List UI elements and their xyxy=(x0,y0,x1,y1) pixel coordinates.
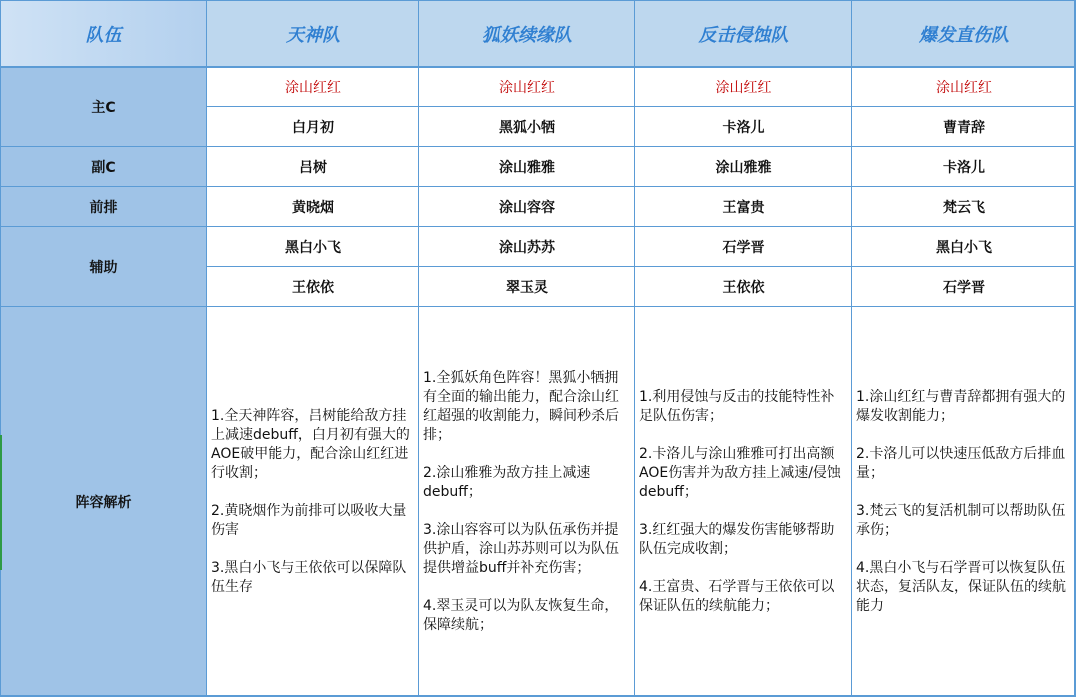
header-team-label: 队伍 xyxy=(0,0,207,67)
sub-c-team-4: 卡洛儿 xyxy=(943,160,985,176)
sub-c-team-1: 吕树 xyxy=(299,160,327,176)
analysis-team-4-point-3: 3.梵云飞的复活机制可以帮助队伍承伤； xyxy=(856,503,1066,538)
analysis-team-1-point-1: 1.全天神阵容，吕树能给敌方挂上减速debuff，白月初有强大的AOE破甲能力，配合涂山红红进行收割； xyxy=(211,408,410,481)
front-team-4: 梵云飞 xyxy=(943,200,985,216)
main-c-1-team-4: 涂山红红 xyxy=(936,80,992,96)
analysis-team-4 xyxy=(852,307,1076,697)
front-team-3: 王富贵 xyxy=(722,200,765,216)
support-2-team-2: 翠玉灵 xyxy=(506,280,548,296)
analysis-team-2-point-2: 2.涂山雅雅为敌方挂上减速debuff； xyxy=(423,465,591,500)
header-team-1: 天神队 xyxy=(207,0,419,67)
grid-line xyxy=(207,106,1076,107)
analysis-team-2-point-4: 4.翠玉灵可以为队友恢复生命，保障续航； xyxy=(423,598,619,633)
analysis-team-3-point-1: 1.利用侵蚀与反击的技能特性补足队伍伤害； xyxy=(639,389,835,424)
grid-line xyxy=(207,266,1076,267)
analysis-team-3-point-4: 4.王富贵、石学晋与王依依可以保证队伍的续航能力； xyxy=(639,579,835,614)
header-team-4: 爆发直伤队 xyxy=(852,0,1076,67)
grid-line xyxy=(634,0,635,697)
support-1-team-1: 黑白小飞 xyxy=(285,240,341,256)
sub-c-team-2: 涂山雅雅 xyxy=(499,160,555,176)
grid-line xyxy=(0,66,1076,68)
analysis-team-4-point-1: 1.涂山红红与曹青辞都拥有强大的爆发收割能力； xyxy=(856,389,1066,424)
main-c-2-team-2: 黑狐小牺 xyxy=(499,120,555,136)
grid-line xyxy=(851,0,852,697)
analysis-team-3-point-3: 3.红红强大的爆发伤害能够帮助队伍完成收割； xyxy=(639,522,835,557)
analysis-team-3-point-2: 2.卡洛儿与涂山雅雅可打出高额AOE伤害并为敌方挂上减速/侵蚀debuff； xyxy=(639,446,841,500)
main-c-1-team-2: 涂山红红 xyxy=(499,80,555,96)
row-label-analysis: 阵容解析 xyxy=(0,307,207,697)
main-c-1-team-3: 涂山红红 xyxy=(715,80,772,96)
main-c-2-team-3: 卡洛儿 xyxy=(722,120,765,136)
analysis-team-4-point-2: 2.卡洛儿可以快速压低敌方后排血量； xyxy=(856,446,1066,481)
support-2-team-3: 王依依 xyxy=(722,280,765,296)
grid-line xyxy=(0,146,1076,147)
grid-line xyxy=(0,306,1076,307)
support-1-team-2: 涂山苏苏 xyxy=(499,240,555,256)
analysis-team-2-point-1: 1.全狐妖角色阵容！黑狐小牺拥有全面的输出能力，配合涂山红红超强的收割能力，瞬间秒杀后排； xyxy=(423,370,619,443)
support-1-team-4: 黑白小飞 xyxy=(936,240,992,256)
grid-line xyxy=(0,226,1076,227)
row-label-front: 前排 xyxy=(0,187,207,227)
main-c-2-team-1: 白月初 xyxy=(292,120,334,136)
grid-line xyxy=(0,186,1076,187)
grid-line xyxy=(0,0,1076,1)
sheet-edge-marker xyxy=(0,435,2,570)
analysis-team-2 xyxy=(419,307,635,697)
row-label-main-c: 主C xyxy=(0,67,207,147)
grid-line xyxy=(418,0,419,697)
main-c-2-team-4: 曹青辞 xyxy=(943,120,985,136)
main-c-1-team-1: 涂山红红 xyxy=(285,80,341,96)
analysis-team-1-point-2: 2.黄晓烟作为前排可以吸收大量伤害 xyxy=(211,503,407,538)
support-2-team-1: 王依依 xyxy=(292,280,334,296)
header-team-3: 反击侵蚀队 xyxy=(635,0,852,67)
row-label-sub-c: 副C xyxy=(0,147,207,187)
sub-c-team-3: 涂山雅雅 xyxy=(715,160,772,176)
analysis-team-3 xyxy=(635,307,852,697)
front-team-1: 黄晓烟 xyxy=(292,200,334,216)
support-1-team-3: 石学晋 xyxy=(722,240,765,256)
support-2-team-4: 石学晋 xyxy=(943,280,985,296)
analysis-team-1 xyxy=(207,307,419,697)
grid-line xyxy=(206,0,207,697)
row-label-support: 辅助 xyxy=(0,227,207,307)
analysis-team-1-point-3: 3.黑白小飞与王依依可以保障队伍生存 xyxy=(211,560,407,595)
header-team-2: 狐妖续缘队 xyxy=(419,0,635,67)
front-team-2: 涂山容容 xyxy=(499,200,555,216)
grid-line xyxy=(0,0,1,697)
analysis-team-2-point-3: 3.涂山容容可以为队伍承伤并提供护盾，涂山苏苏则可以为队伍提供增益buff并补充伤害； xyxy=(423,522,619,576)
analysis-team-4-point-4: 4.黑白小飞与石学晋可以恢复队伍状态，复活队友，保证队伍的续航能力 xyxy=(856,560,1066,614)
